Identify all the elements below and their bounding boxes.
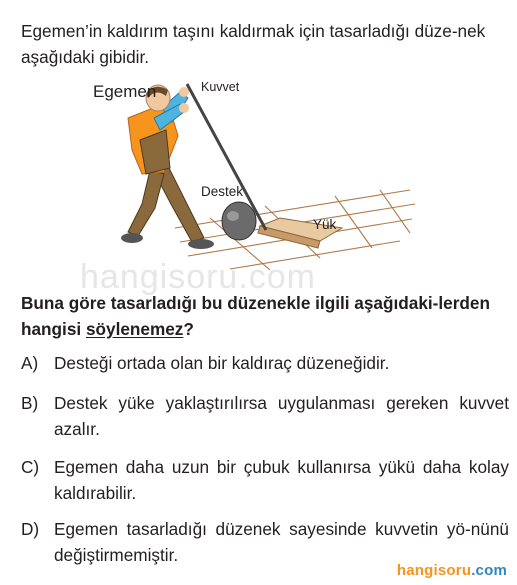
label-force: Kuvvet	[201, 80, 240, 94]
label-person: Egemen	[93, 82, 157, 101]
question-body: Buna göre tasarladığı bu düzenekle ilgili aşağıdaki-lerden hangisi	[21, 293, 490, 339]
question-emphasis: söylenemez	[85, 319, 184, 339]
intro-text: Egemen’in kaldırım taşını kaldırmak için tasarladığı düze-nek aşağıdaki gibidir.	[21, 21, 486, 67]
option-a[interactable]	[21, 350, 509, 376]
option-d[interactable]	[21, 516, 509, 568]
fulcrum-rock	[222, 202, 256, 240]
lever-drawing	[80, 78, 430, 273]
lever-illustration	[80, 78, 430, 273]
option-letter: D)	[21, 519, 40, 539]
question-mark: ?	[183, 319, 194, 339]
option-c[interactable]	[21, 454, 509, 506]
watermark: hangisoru.com	[80, 258, 317, 296]
option-text: Egemen daha uzun bir çubuk kullanırsa yükü daha kolay kaldırabilir.	[54, 457, 509, 503]
option-letter: C)	[21, 457, 40, 477]
label-fulcrum: Destek	[201, 184, 244, 199]
option-letter: A)	[21, 353, 39, 373]
option-letter: B)	[21, 393, 39, 413]
option-text: Egemen tasarladığı düzenek sayesinde kuvvetin yö-nünü değiştirmemiştir.	[54, 519, 509, 565]
option-b[interactable]	[21, 390, 509, 442]
brand-logo: hangisoru.com	[396, 562, 507, 579]
option-text: Desteği ortada olan bir kaldıraç düzeneğidir.	[54, 353, 390, 373]
question-text	[21, 290, 509, 342]
label-load: Yük	[313, 217, 337, 232]
option-text: Destek yüke yaklaştırılırsa uygulanması gereken kuvvet azalır.	[54, 393, 509, 439]
